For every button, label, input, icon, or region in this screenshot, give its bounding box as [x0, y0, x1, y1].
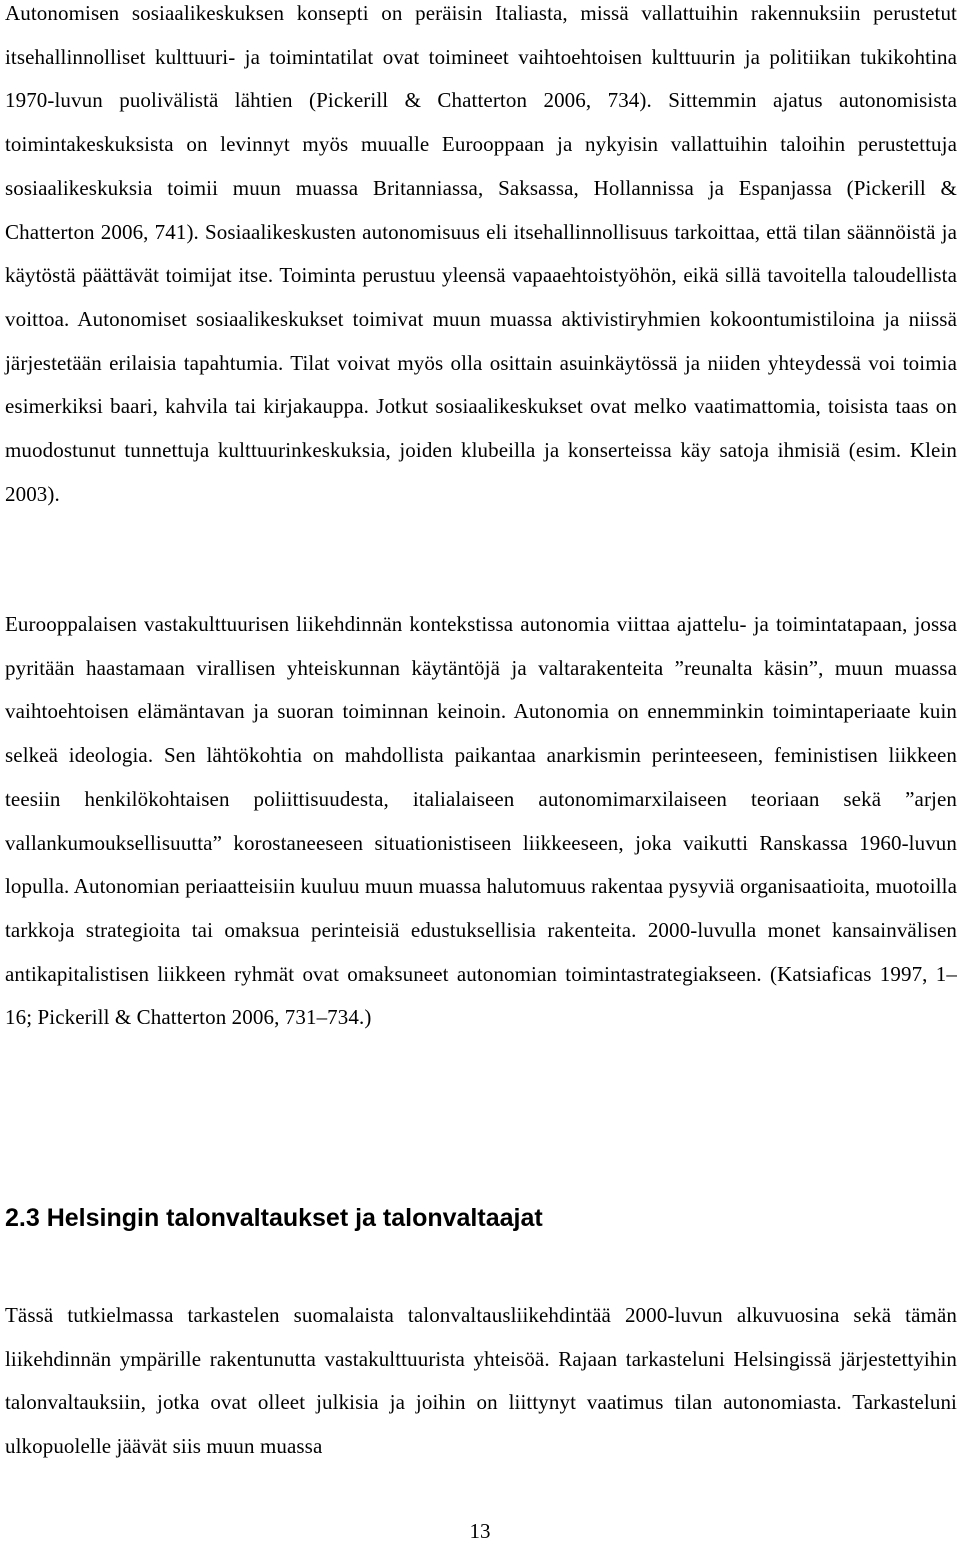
paragraph-section-intro: Tässä tutkielmassa tarkastelen suomalaista talonvaltausliikehdintää 2000-luvun alkuvuosina sekä tämän liikehdinnän ympärille rakentunutta vastakulttuurista yhteisöä. Rajaan tarkasteluni Helsingissä järjestettyihin talonvaltauksiin, jotka ovat olleet julkisia ja joihin on liittynyt vaatimus tilan autonomiasta. Tarkasteluni ulkopuolelle jäävät siis muun muassa: [5, 1303, 957, 1459]
section-heading: 2.3 Helsingin talonvaltaukset ja talonvaltaajat: [5, 1204, 543, 1232]
paragraph-autonomy: Eurooppalaisen vastakulttuurisen liikehdinnän kontekstissa autonomia viittaa ajattelu- ja toimintatapaan, jossa pyritään haastamaan virallisen yhteiskunnan käytäntöjä ja valtarakenteita ”reunalta käsin”, muun muassa vaihtoehtoisen elämäntavan ja suoran toiminnan keinoin. Autonomia on ennemminkin toimintaperiaate kuin selkeä ideologia. Sen lähtökohtia on mahdollista paikantaa anarkismin perinteeseen, feministisen liikkeen teesiin henkilökohtaisen poliittisuudesta, italialaiseen autonomimarxilaiseen teoriaan sekä ”arjen vallankumouksellisuutta” korostaneeseen situationistiseen liikkeeseen, joka vaikutti Ranskassa 1960-luvun lopulla. Autonomian periaatteisiin kuuluu muun muassa halutomuus rakentaa pysyviä organisaatioita, muotoilla tarkkoja strategioita tai omaksua perinteisiä edustuksellisia rakenteita. 2000-luvulla monet kansainvälisen antikapitalistisen liikkeen ryhmät ovat omaksuneet autonomian toimintastrategiakseen. (Katsiaficas 1997, 1–16; Pickerill & Chatterton 2006, 731–734.): [5, 612, 957, 1030]
page-number: 13: [469, 1519, 491, 1543]
paragraph-social-centers: Autonomisen sosiaalikeskuksen konsepti on peräisin Italiasta, missä vallattuihin rakennuksiin perustetut itsehallinnolliset kulttuuri- ja toimintatilat ovat toimineet vaihtoehtoisen kulttuurin ja politiikan tukikohtina 1970-luvun puolivälistä lähtien (Pickerill & Chatterton 2006, 734). Sittemmin ajatus autonomisista toimintakeskuksista on levinnyt myös muualle Eurooppaan ja nykyisin vallattuihin taloihin perustettuja sosiaalikeskuksia toimii muun muassa Britanniassa, Saksassa, Hollannissa ja Espanjassa (Pickerill & Chatterton 2006, 741). Sosiaalikeskusten autonomisuus eli itsehallinnollisuus tarkoittaa, että tilan säännöistä ja käytöstä päättävät toimijat itse. Toiminta perustuu yleensä vapaaehtoistyöhön, eikä sillä tavoitella taloudellista voittoa. Autonomiset sosiaalikeskukset toimivat muun muassa aktivistiryhmien kokoontumistiloina ja niissä järjestetään erilaisia tapahtumia. Tilat voivat myös olla osittain asuinkäytössä ja niiden yhteydessä voi toimia esimerkiksi baari, kahvila tai kirjakauppa. Jotkut sosiaalikeskukset ovat melko vaatimattomia, toisista taas on muodostunut tunnettuja kulttuurinkeskuksia, joiden klubeilla ja konserteissa käy satoja ihmisiä (esim. Klein 2003).: [5, 1, 957, 506]
